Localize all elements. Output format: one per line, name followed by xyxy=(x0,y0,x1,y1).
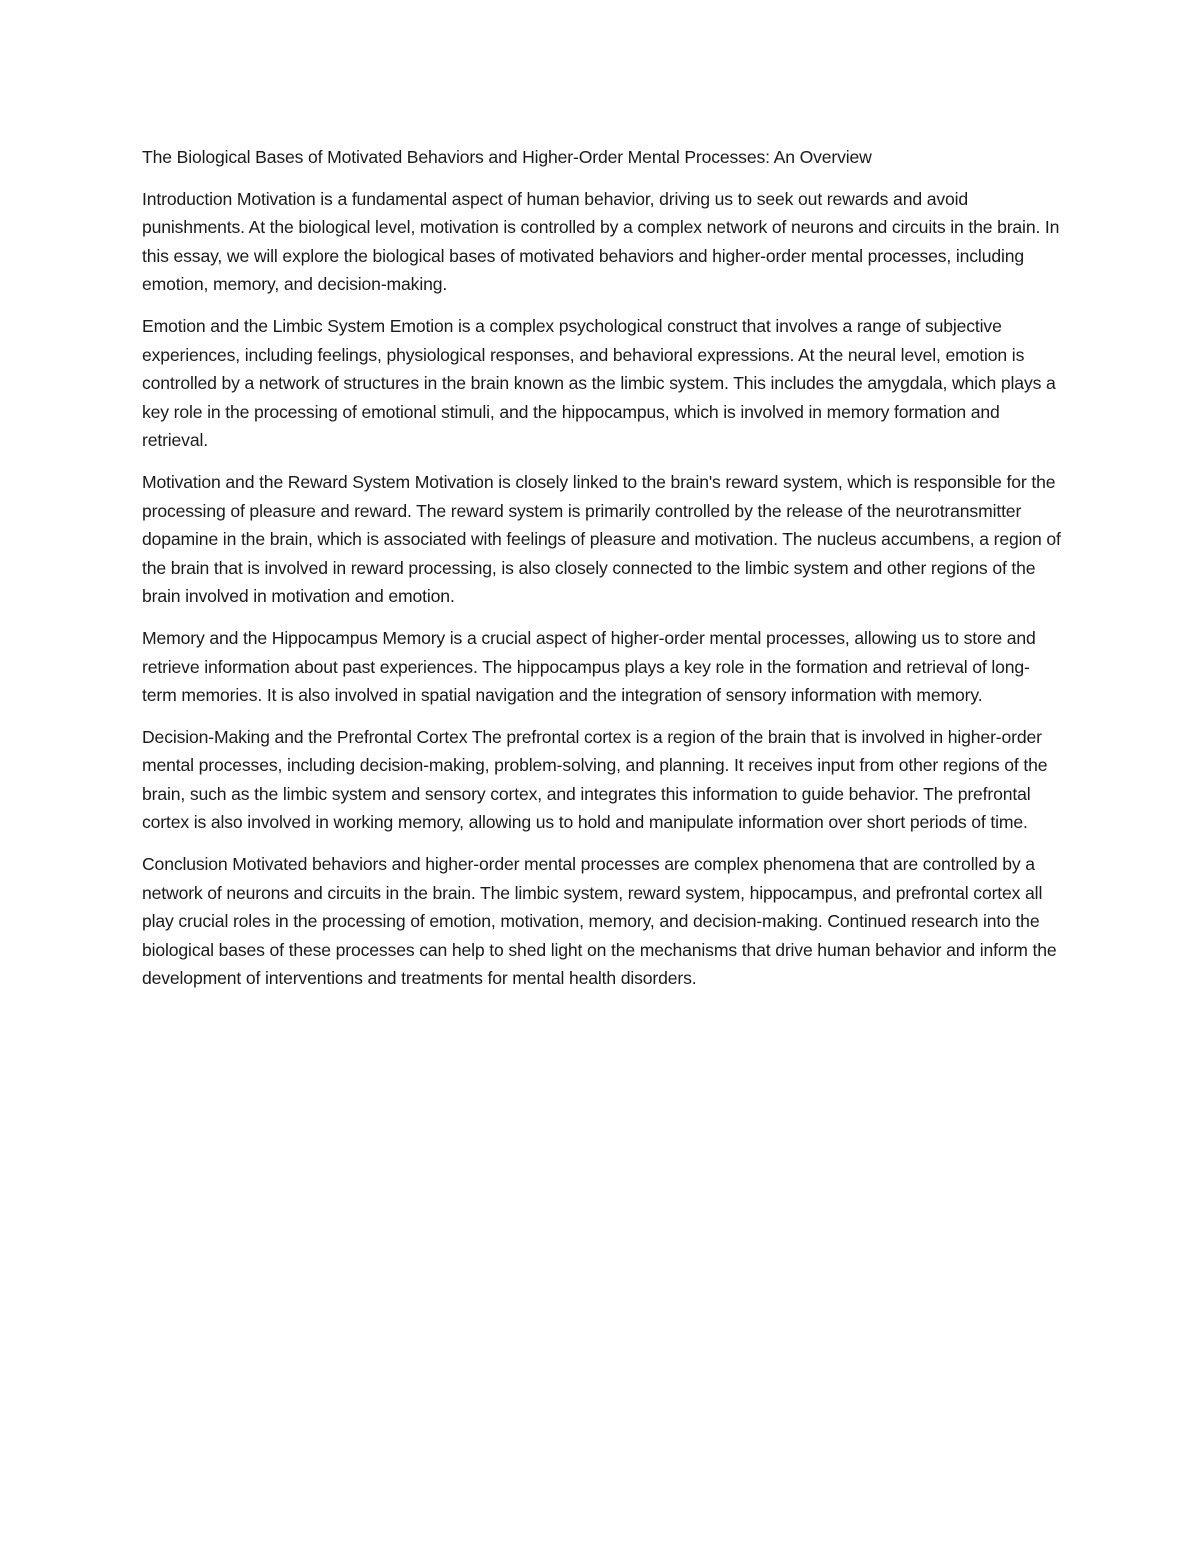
paragraph-decision-making-prefrontal-cortex: Decision-Making and the Prefrontal Cortex The prefrontal cortex is a region of the brain that is involved in higher-order mental processes, including decision-making, problem-solving, and planning. It receives input from other regions of the brain, such as the limbic system and sensory cortex, and integrates this information to guide behavior. The prefrontal cortex is also involved in working memory, allowing us to hold and manipulate information over short periods of time. xyxy=(142,726,1048,833)
paragraph-conclusion: Conclusion Motivated behaviors and higher-order mental processes are complex phenomena that are controlled by a network of neurons and circuits in the brain. The limbic system, reward system, hippocampus, and prefrontal cortex all play crucial roles in the processing of emotion, motivation, memory, and decision-making. Continued research into the biological bases of these processes can help to shed light on the mechanisms that drive human behavior and inform the development of interventions and treatments for mental health disorders. xyxy=(142,854,1057,989)
document-title: The Biological Bases of Motivated Behaviors and Higher-Order Mental Processes: An Overview xyxy=(142,147,872,167)
paragraph-motivation-reward-system: Motivation and the Reward System Motivation is closely linked to the brain's reward system, which is responsible for the processing of pleasure and reward. The reward system is primarily controlled by the release of the neurotransmitter dopamine in the brain, which is associated with feelings of pleasure and motivation. The nucleus accumbens, a region of the brain that is involved in reward processing, is also closely connected to the limbic system and other regions of the brain involved in motivation and emotion. xyxy=(142,471,1061,607)
paragraph-introduction: Introduction Motivation is a fundamental aspect of human behavior, driving us to seek out rewards and avoid punishments. At the biological level, motivation is controlled by a complex network of neurons and circuits in the brain. In this essay, we will explore the biological bases of motivated behaviors and higher-order mental processes, including emotion, memory, and decision-making. xyxy=(142,188,1060,295)
document-body xyxy=(142,143,1062,1006)
paragraph-emotion-limbic-system: Emotion and the Limbic System Emotion is a complex psychological construct that involves a range of subjective experiences, including feelings, physiological responses, and behavioral expressions. At the neural level, emotion is controlled by a network of structures in the brain known as the limbic system. This includes the amygdala, which plays a key role in the processing of emotional stimuli, and the hippocampus, which is involved in memory formation and retrieval. xyxy=(142,315,1056,451)
paragraph-memory-hippocampus: Memory and the Hippocampus Memory is a crucial aspect of higher-order mental processes, allowing us to store and retrieve information about past experiences. The hippocampus plays a key role in the formation and retrieval of long-term memories. It is also involved in spatial navigation and the integration of sensory information with memory. xyxy=(142,627,1036,706)
